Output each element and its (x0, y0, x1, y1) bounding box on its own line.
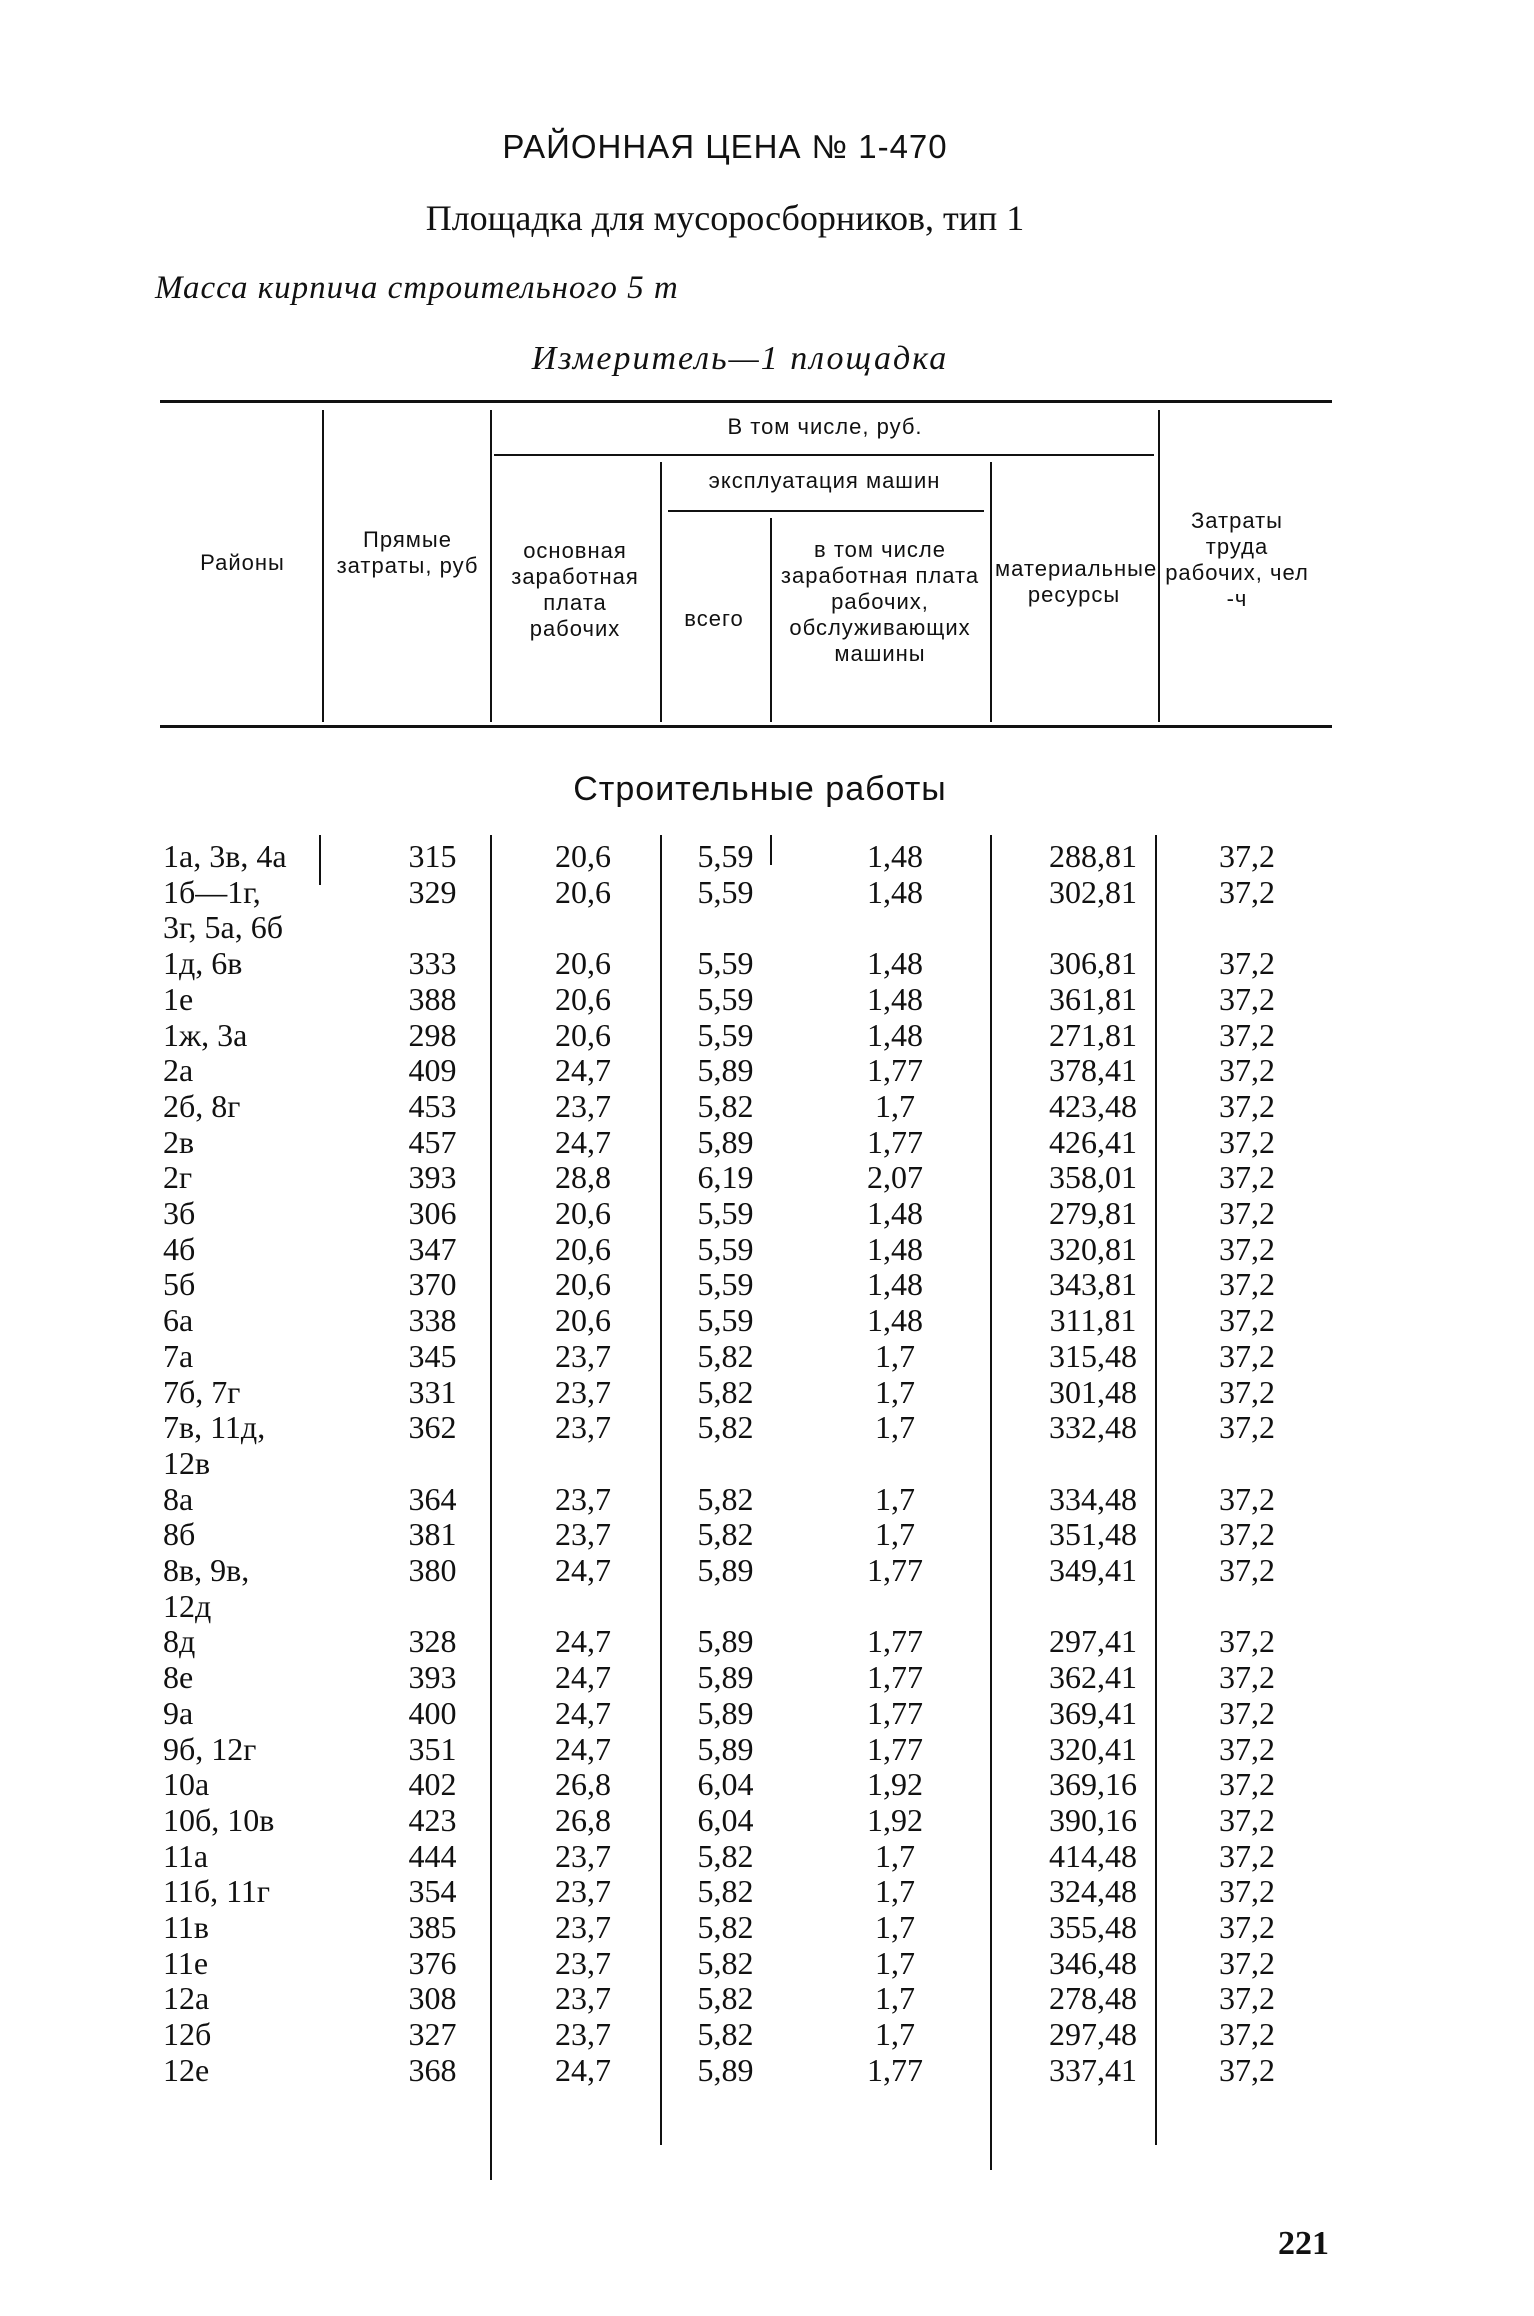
base-wage-cell: 24,7 (555, 1730, 611, 1767)
district-cell: 3б (163, 1195, 196, 1231)
direct-costs-cell: 315 (408, 838, 457, 874)
table-row (0, 1945, 1534, 1981)
district-cell: 8б (163, 1516, 196, 1553)
machine-total-cell: 6,19 (697, 1159, 754, 1196)
direct-costs-cell: 368 (408, 2051, 457, 2088)
hdr-labor: Затраты труда рабочих, чел -ч (1165, 508, 1309, 611)
direct-costs-cell: 364 (408, 1480, 457, 1517)
machine-wage-cell: 1,7 (875, 1516, 915, 1553)
materials-cell: 358,01 (1049, 1159, 1137, 1196)
direct-costs-cell: 328 (408, 1623, 457, 1660)
machine-wage-cell: 1,48 (867, 980, 923, 1017)
table-row (0, 1516, 1534, 1552)
machine-wage-cell: 1,7 (875, 1837, 915, 1874)
hdr-total: всего (684, 606, 744, 631)
machine-wage-cell: 1,77 (867, 1730, 923, 1767)
table-row (0, 1052, 1534, 1088)
materials-cell: 301,48 (1049, 1373, 1137, 1410)
machine-total-cell: 5,59 (697, 1230, 754, 1267)
labor-cell: 37,2 (1219, 1266, 1275, 1303)
machine-wage-cell: 1,48 (867, 1266, 923, 1303)
district-cell: 11в (163, 1909, 209, 1945)
table-row (0, 1838, 1534, 1874)
table-row (0, 1659, 1534, 1695)
labor-cell: 37,2 (1219, 1123, 1275, 1160)
base-wage-cell: 23,7 (555, 2016, 611, 2053)
machine-total-cell: 6,04 (697, 1766, 754, 1803)
page-subtitle: Площадка для мусоросборников, тип 1 (425, 198, 1025, 238)
hdr-vline-4 (770, 518, 772, 722)
materials-cell: 343,81 (1049, 1266, 1137, 1303)
district-cell: 11е (163, 1944, 209, 1981)
direct-costs-cell: 331 (408, 1373, 457, 1410)
materials-cell: 346,48 (1049, 1944, 1137, 1981)
header-bottom-rule (160, 725, 1332, 728)
district-cell: 11а (163, 1837, 209, 1874)
table-row (0, 1231, 1534, 1267)
machine-wage-cell: 1,48 (867, 1230, 923, 1267)
materials-cell: 349,41 (1049, 1552, 1137, 1588)
materials-cell: 320,81 (1049, 1230, 1137, 1267)
table-row (0, 838, 1534, 874)
table-row (0, 1017, 1534, 1053)
table-row (0, 1338, 1534, 1374)
base-wage-cell: 20,6 (555, 1266, 611, 1303)
machine-total-cell: 5,59 (697, 873, 754, 910)
machine-wage-cell: 1,7 (875, 1980, 915, 2017)
table-row (0, 1980, 1534, 2016)
labor-cell: 37,2 (1219, 2016, 1275, 2053)
machine-total-cell: 5,59 (697, 1016, 754, 1053)
machine-wage-cell: 1,7 (875, 1909, 915, 1945)
materials-cell: 315,48 (1049, 1337, 1137, 1374)
machine-wage-cell: 1,48 (867, 1016, 923, 1053)
hdr-vline-3 (660, 462, 662, 722)
materials-cell: 337,41 (1049, 2051, 1137, 2088)
district-cell: 8в, 9в, (163, 1552, 250, 1588)
labor-cell: 37,2 (1219, 1980, 1275, 2017)
hdr-vline-2 (490, 410, 492, 722)
direct-costs-cell: 308 (408, 1980, 457, 2017)
direct-costs-cell: 385 (408, 1909, 457, 1945)
machine-total-cell: 5,82 (697, 1373, 754, 1410)
materials-cell: 414,48 (1049, 1837, 1137, 1874)
base-wage-cell: 23,7 (555, 1516, 611, 1553)
table-row (0, 1409, 1534, 1445)
district-cell: 2г (163, 1159, 193, 1196)
direct-costs-cell: 333 (408, 945, 457, 982)
base-wage-cell: 26,8 (555, 1766, 611, 1803)
direct-costs-cell: 338 (408, 1302, 457, 1339)
labor-cell: 37,2 (1219, 1873, 1275, 1910)
machine-wage-cell: 1,77 (867, 1623, 923, 1660)
materials-cell: 378,41 (1049, 1052, 1137, 1089)
hdr-vline-6 (1158, 410, 1160, 722)
base-wage-cell: 28,8 (555, 1159, 611, 1196)
machine-total-cell: 5,89 (697, 1694, 754, 1731)
machine-total-cell: 5,82 (697, 2016, 754, 2053)
machine-total-cell: 5,59 (697, 838, 754, 874)
base-wage-cell: 23,7 (555, 1409, 611, 1446)
machine-total-cell: 5,82 (697, 1480, 754, 1517)
labor-cell: 37,2 (1219, 1801, 1275, 1838)
district-cell: 5б (163, 1266, 196, 1303)
machines-rule (668, 510, 984, 512)
base-wage-cell: 23,7 (555, 1944, 611, 1981)
table-row (0, 1731, 1534, 1767)
mass-note: Масса кирпича строительного 5 т (155, 270, 679, 306)
direct-costs-cell: 298 (408, 1016, 457, 1053)
base-wage-cell: 20,6 (555, 1230, 611, 1267)
labor-cell: 37,2 (1219, 980, 1275, 1017)
machine-total-cell: 5,89 (697, 2051, 754, 2088)
machine-wage-cell: 1,77 (867, 2051, 923, 2088)
machine-wage-cell: 1,48 (867, 873, 923, 910)
materials-cell: 297,48 (1049, 2016, 1137, 2053)
materials-cell: 288,81 (1049, 838, 1137, 874)
table-row (0, 1374, 1534, 1410)
meter-label: Измеритель—1 площадка (531, 340, 949, 377)
hdr-direct-costs: Прямые затраты, руб (336, 527, 479, 578)
machine-total-cell: 5,59 (697, 1266, 754, 1303)
hdr-incl-wage: в том числе заработная плата рабочих, обслуживающих машины (780, 537, 980, 666)
district-cell: 1б—1г, (163, 873, 261, 910)
direct-costs-cell: 457 (408, 1123, 457, 1160)
base-wage-cell: 20,6 (555, 945, 611, 982)
labor-cell: 37,2 (1219, 1552, 1275, 1588)
district-cell: 7в, 11д, (163, 1409, 266, 1446)
labor-cell: 37,2 (1219, 1016, 1275, 1053)
direct-costs-cell: 354 (408, 1873, 457, 1910)
materials-cell: 320,41 (1049, 1730, 1137, 1767)
district-cell: 7б, 7г (163, 1373, 241, 1410)
including-rule (494, 454, 1154, 456)
direct-costs-cell: 402 (408, 1766, 457, 1803)
machine-wage-cell: 1,48 (867, 838, 923, 874)
base-wage-cell: 23,7 (555, 1337, 611, 1374)
materials-cell: 297,41 (1049, 1623, 1137, 1660)
direct-costs-cell: 362 (408, 1409, 457, 1446)
direct-costs-cell: 423 (408, 1801, 457, 1838)
hdr-vline-1 (322, 410, 324, 722)
machine-wage-cell: 1,7 (875, 2016, 915, 2053)
materials-cell: 279,81 (1049, 1195, 1137, 1231)
labor-cell: 37,2 (1219, 1480, 1275, 1517)
machine-wage-cell: 1,7 (875, 1944, 915, 1981)
district-cell: 9б, 12г (163, 1730, 257, 1767)
machine-total-cell: 5,82 (697, 1409, 754, 1446)
direct-costs-cell: 409 (408, 1052, 457, 1089)
base-wage-cell: 24,7 (555, 1123, 611, 1160)
base-wage-cell: 20,6 (555, 838, 611, 874)
district-cell: 2а (163, 1052, 194, 1089)
labor-cell: 37,2 (1219, 1909, 1275, 1945)
table-top-rule (160, 400, 1332, 403)
machine-total-cell: 5,89 (697, 1623, 754, 1660)
machine-total-cell: 5,89 (697, 1052, 754, 1089)
direct-costs-cell: 393 (408, 1659, 457, 1696)
materials-cell: 351,48 (1049, 1516, 1137, 1553)
page-number: 221 (1278, 2225, 1329, 2262)
table-row (0, 1873, 1534, 1909)
machine-total-cell: 5,82 (697, 1516, 754, 1553)
labor-cell: 37,2 (1219, 1766, 1275, 1803)
table-row (0, 1909, 1534, 1945)
machine-total-cell: 5,82 (697, 1837, 754, 1874)
table-row (0, 1088, 1534, 1124)
section-title: Строительные работы (573, 770, 947, 808)
direct-costs-cell: 444 (408, 1837, 457, 1874)
base-wage-cell: 24,7 (555, 1052, 611, 1089)
hdr-base-wage: основная заработная плата рабочих (511, 538, 639, 641)
machine-total-cell: 5,82 (697, 1337, 754, 1374)
machine-total-cell: 5,59 (697, 980, 754, 1017)
base-wage-cell: 23,7 (555, 1087, 611, 1124)
district-cell: 7а (163, 1337, 194, 1374)
materials-cell: 271,81 (1049, 1016, 1137, 1053)
materials-cell: 390,16 (1049, 1801, 1137, 1838)
district-cell: 4б (163, 1230, 196, 1267)
machine-total-cell: 5,82 (697, 1909, 754, 1945)
direct-costs-cell: 370 (408, 1266, 457, 1303)
direct-costs-cell: 345 (408, 1337, 457, 1374)
hdr-including-rub: В том числе, руб. (727, 414, 923, 439)
machine-total-cell: 5,82 (697, 1980, 754, 2017)
district-cell: 8д (163, 1623, 196, 1660)
materials-cell: 355,48 (1049, 1909, 1137, 1945)
machine-wage-cell: 1,48 (867, 945, 923, 982)
district-cell: 9а (163, 1694, 194, 1731)
materials-cell: 426,41 (1049, 1123, 1137, 1160)
labor-cell: 37,2 (1219, 1516, 1275, 1553)
machine-total-cell: 5,59 (697, 1195, 754, 1231)
base-wage-cell: 24,7 (555, 2051, 611, 2088)
labor-cell: 37,2 (1219, 1623, 1275, 1660)
labor-cell: 37,2 (1219, 873, 1275, 910)
table-row (0, 1802, 1534, 1838)
table-row (0, 981, 1534, 1017)
table-row (0, 1302, 1534, 1338)
labor-cell: 37,2 (1219, 2051, 1275, 2088)
machine-wage-cell: 1,92 (867, 1801, 923, 1838)
table-row (0, 1695, 1534, 1731)
labor-cell: 37,2 (1219, 1409, 1275, 1446)
machine-wage-cell: 2,07 (867, 1159, 923, 1196)
table-row (0, 1266, 1534, 1302)
materials-cell: 306,81 (1049, 945, 1137, 982)
machine-wage-cell: 1,7 (875, 1480, 915, 1517)
machine-wage-cell: 1,48 (867, 1302, 923, 1339)
direct-costs-cell: 400 (408, 1694, 457, 1731)
base-wage-cell: 20,6 (555, 1016, 611, 1053)
district-cell: 1ж, 3а (163, 1016, 248, 1053)
materials-cell: 334,48 (1049, 1480, 1137, 1517)
machine-wage-cell: 1,48 (867, 1195, 923, 1231)
district-cell: 12а (163, 1980, 210, 2017)
district-cell: 10а (163, 1766, 210, 1803)
table-row (0, 1195, 1534, 1231)
direct-costs-cell: 351 (408, 1730, 457, 1767)
district-cell: 12е (163, 2051, 210, 2088)
materials-cell: 369,16 (1049, 1766, 1137, 1803)
labor-cell: 37,2 (1219, 945, 1275, 982)
labor-cell: 37,2 (1219, 1230, 1275, 1267)
labor-cell: 37,2 (1219, 1195, 1275, 1231)
materials-cell: 324,48 (1049, 1873, 1137, 1910)
base-wage-cell: 23,7 (555, 1373, 611, 1410)
direct-costs-cell: 306 (408, 1195, 457, 1231)
machine-total-cell: 5,89 (697, 1730, 754, 1767)
table-row (0, 2052, 1534, 2088)
district-cell: 12б (163, 2016, 212, 2053)
table-row (0, 1159, 1534, 1195)
district-cell: 2в (163, 1123, 195, 1160)
direct-costs-cell: 327 (408, 2016, 457, 2053)
page-title: РАЙОННАЯ ЦЕНА № 1-470 (502, 128, 948, 165)
table-row (0, 1766, 1534, 1802)
labor-cell: 37,2 (1219, 1837, 1275, 1874)
machine-total-cell: 5,89 (697, 1123, 754, 1160)
base-wage-cell: 24,7 (555, 1659, 611, 1696)
machine-wage-cell: 1,77 (867, 1052, 923, 1089)
base-wage-cell: 20,6 (555, 873, 611, 910)
hdr-machine-operation: эксплуатация машин (708, 468, 941, 493)
labor-cell: 37,2 (1219, 838, 1275, 874)
labor-cell: 37,2 (1219, 1694, 1275, 1731)
base-wage-cell: 20,6 (555, 1195, 611, 1231)
machine-wage-cell: 1,77 (867, 1694, 923, 1731)
district-cell: 11б, 11г (163, 1873, 271, 1910)
district-cell: 1а, 3в, 4а (163, 838, 287, 874)
machine-wage-cell: 1,92 (867, 1766, 923, 1803)
machine-total-cell: 5,82 (697, 1087, 754, 1124)
district-continuation: 3г, 5а, 6б (163, 909, 283, 946)
materials-cell: 278,48 (1049, 1980, 1137, 2017)
base-wage-cell: 23,7 (555, 1837, 611, 1874)
direct-costs-cell: 388 (408, 980, 457, 1017)
direct-costs-cell: 376 (408, 1944, 457, 1981)
table-row (0, 1623, 1534, 1659)
machine-total-cell: 5,82 (697, 1944, 754, 1981)
base-wage-cell: 23,7 (555, 1909, 611, 1945)
direct-costs-cell: 329 (408, 873, 457, 910)
base-wage-cell: 24,7 (555, 1694, 611, 1731)
table-row (0, 2016, 1534, 2052)
base-wage-cell: 24,7 (555, 1552, 611, 1588)
hdr-materials: материальные ресурсы (995, 556, 1158, 607)
district-cell: 6а (163, 1302, 194, 1339)
labor-cell: 37,2 (1219, 1373, 1275, 1410)
labor-cell: 37,2 (1219, 1944, 1275, 1981)
labor-cell: 37,2 (1219, 1087, 1275, 1124)
base-wage-cell: 23,7 (555, 1980, 611, 2017)
district-cell: 8е (163, 1659, 194, 1696)
labor-cell: 37,2 (1219, 1159, 1275, 1196)
materials-cell: 369,41 (1049, 1694, 1137, 1731)
base-wage-cell: 20,6 (555, 980, 611, 1017)
direct-costs-cell: 381 (408, 1516, 457, 1553)
table-row (0, 1124, 1534, 1160)
machine-total-cell: 5,59 (697, 945, 754, 982)
machine-total-cell: 6,04 (697, 1801, 754, 1838)
labor-cell: 37,2 (1219, 1659, 1275, 1696)
base-wage-cell: 26,8 (555, 1801, 611, 1838)
materials-cell: 332,48 (1049, 1409, 1137, 1446)
base-wage-cell: 24,7 (555, 1623, 611, 1660)
base-wage-cell: 23,7 (555, 1480, 611, 1517)
machine-total-cell: 5,82 (697, 1873, 754, 1910)
district-continuation: 12в (163, 1444, 211, 1481)
base-wage-cell: 23,7 (555, 1873, 611, 1910)
labor-cell: 37,2 (1219, 1337, 1275, 1374)
labor-cell: 37,2 (1219, 1052, 1275, 1089)
machine-wage-cell: 1,7 (875, 1873, 915, 1910)
materials-cell: 362,41 (1049, 1659, 1137, 1696)
materials-cell: 302,81 (1049, 873, 1137, 910)
district-cell: 2б, 8г (163, 1087, 241, 1124)
hdr-vline-5 (990, 462, 992, 722)
machine-wage-cell: 1,77 (867, 1552, 923, 1588)
machine-wage-cell: 1,7 (875, 1337, 915, 1374)
direct-costs-cell: 453 (408, 1087, 457, 1124)
district-cell: 10б, 10в (163, 1801, 275, 1838)
machine-wage-cell: 1,7 (875, 1373, 915, 1410)
hdr-districts: Районы (200, 550, 285, 575)
machine-total-cell: 5,89 (697, 1552, 754, 1588)
direct-costs-cell: 393 (408, 1159, 457, 1196)
base-wage-cell: 20,6 (555, 1302, 611, 1339)
table-row (0, 945, 1534, 981)
district-cell: 1д, 6в (163, 945, 243, 982)
machine-total-cell: 5,59 (697, 1302, 754, 1339)
direct-costs-cell: 380 (408, 1552, 457, 1588)
district-cell: 1е (163, 980, 194, 1017)
materials-cell: 311,81 (1049, 1302, 1137, 1339)
labor-cell: 37,2 (1219, 1730, 1275, 1767)
direct-costs-cell: 347 (408, 1230, 457, 1267)
materials-cell: 361,81 (1049, 980, 1137, 1017)
table-row (0, 1552, 1534, 1588)
machine-total-cell: 5,89 (697, 1659, 754, 1696)
machine-wage-cell: 1,77 (867, 1659, 923, 1696)
district-cell: 8а (163, 1480, 194, 1517)
district-continuation: 12д (163, 1587, 212, 1624)
labor-cell: 37,2 (1219, 1302, 1275, 1339)
materials-cell: 423,48 (1049, 1087, 1137, 1124)
table-row (0, 874, 1534, 910)
machine-wage-cell: 1,7 (875, 1409, 915, 1446)
machine-wage-cell: 1,7 (875, 1087, 915, 1124)
machine-wage-cell: 1,77 (867, 1123, 923, 1160)
table-row (0, 1481, 1534, 1517)
